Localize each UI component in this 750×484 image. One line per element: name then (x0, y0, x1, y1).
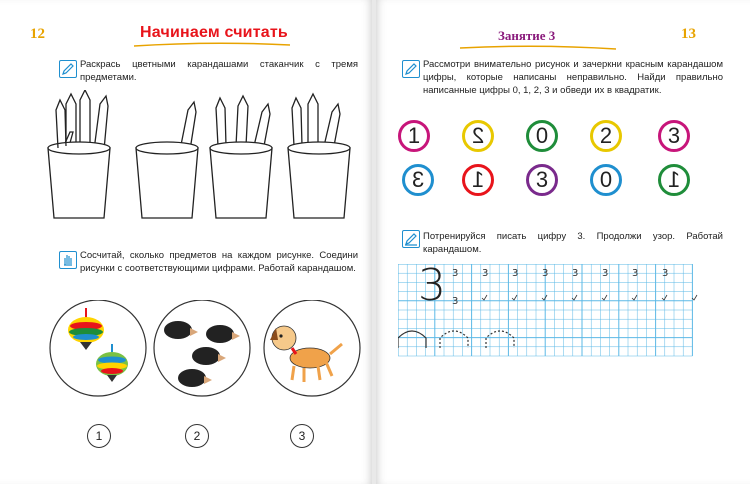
page-title-left: Начинаем считать (140, 24, 288, 41)
cup-2 (136, 102, 198, 218)
digit-char: 3 (411, 167, 425, 192)
answer-circle-2[interactable]: 2 (185, 424, 209, 448)
digit-circle[interactable] (590, 164, 622, 196)
digit-char: 1 (471, 167, 485, 192)
digits-row-1 (398, 120, 728, 160)
tick-mark (542, 295, 547, 300)
task2-text: Сосчитай, сколько предметов на каждом рисунке. Соедини рисунки с соответствующими цифрами. Работай карандашом. (80, 250, 358, 274)
pencil-write-icon (402, 230, 420, 248)
digit-char: 2 (471, 123, 485, 148)
digit-char: 1 (407, 123, 421, 148)
pencil-icon (402, 60, 420, 78)
cups-illustration (40, 90, 370, 230)
hedgehogs-picture (154, 300, 250, 396)
counting-pictures (48, 300, 368, 400)
page-number-left: 12 (30, 26, 45, 42)
digit-char: 3 (667, 123, 681, 148)
tick-mark (632, 295, 637, 300)
sample-small-digit: 3 (632, 268, 639, 279)
answer-circle-3[interactable]: 3 (290, 424, 314, 448)
digit-circle[interactable] (526, 164, 558, 196)
task2-text: Потренируйся писать цифру 3. Продолжи узор. Работай карандашом. (423, 231, 723, 255)
left-page (0, 0, 372, 484)
digit-circle[interactable] (658, 120, 690, 152)
title-underline-right (458, 44, 618, 52)
sample-small-digit: 3 (452, 268, 459, 279)
answer-circle-1[interactable]: 1 (87, 424, 111, 448)
digit-circle[interactable] (590, 120, 622, 152)
pencil-icon (59, 60, 77, 78)
digits-row-2 (398, 164, 728, 204)
digit-char: 0 (535, 123, 549, 148)
tick-mark (482, 295, 487, 300)
task1-text: Раскрась цветными карандашами стаканчик с тремя предметами. (80, 59, 358, 83)
digit-circle[interactable] (658, 164, 690, 196)
practice-sample-digit: 3 (418, 260, 446, 311)
sample-small-digit: 3 (542, 268, 549, 279)
page-number-right: 13 (681, 26, 696, 42)
sample-small-digit: 3 (512, 268, 519, 279)
sample-small-digit: 3 (602, 268, 609, 279)
digit-char: 3 (535, 167, 549, 192)
digit-circle[interactable] (402, 164, 434, 196)
spinning-tops-picture (50, 300, 146, 396)
digit-circle[interactable] (462, 164, 494, 196)
digit-circle[interactable] (462, 120, 494, 152)
arch-pattern (398, 331, 426, 348)
dog-picture (264, 300, 360, 396)
digit-char: 2 (599, 123, 613, 148)
hand-icon (59, 251, 77, 269)
tick-mark (602, 295, 607, 300)
digit-char: 1 (667, 167, 681, 192)
task1-text: Рассмотри внимательно рисунок и зачеркни красным карандашом цифры, которые написаны неправильно. Найди правильно написанные цифры 0, 1, 2, 3 и обведи их в квадратик. (423, 59, 723, 96)
right-page (376, 0, 750, 484)
cup-4 (288, 94, 350, 218)
digit-circle[interactable] (398, 120, 430, 152)
cup-3 (210, 96, 272, 218)
sample-small-digit: 3 (482, 268, 489, 279)
sample-small-digit: 3 (572, 268, 579, 279)
digit-circle[interactable] (526, 120, 558, 152)
digit-char: 0 (599, 167, 613, 192)
page-title-right: Занятие 3 (498, 28, 556, 43)
sample-small-digit: 3 (662, 268, 669, 279)
sample-small-digit: 3 (452, 296, 459, 307)
cup-1 (48, 90, 110, 218)
tick-mark (512, 295, 517, 300)
tick-mark (662, 295, 667, 300)
title-underline (132, 41, 292, 49)
